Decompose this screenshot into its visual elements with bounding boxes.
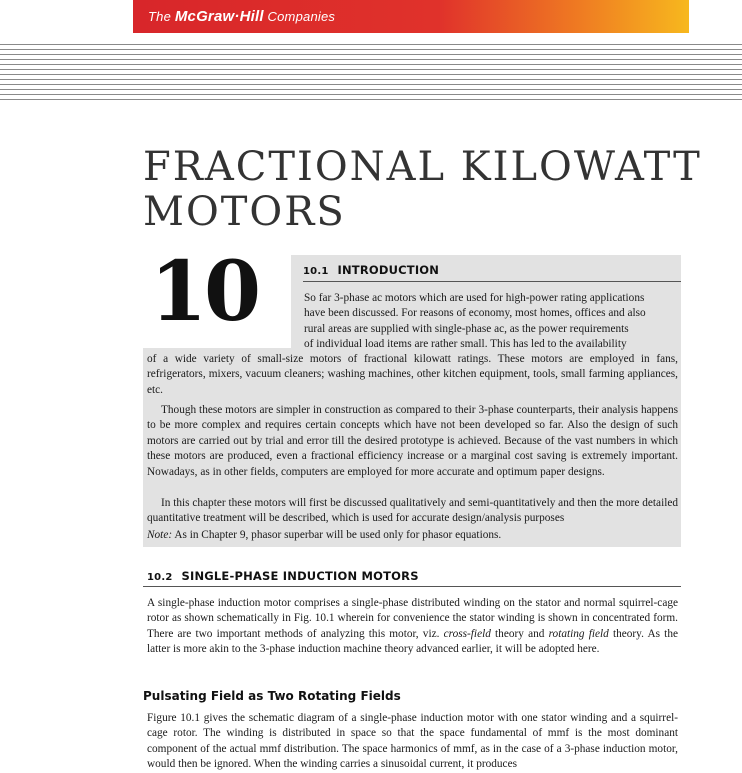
intro-paragraph-3: In this chapter these motors will first be discussed qualitatively and semi-quantitatively and then the more detailed quantitative treatment will be described, which is used for accurate design/analysis purposes [147, 497, 679, 525]
section-rule [143, 586, 681, 587]
chapter-number: 10 [150, 244, 259, 340]
section-heading-introduction [303, 263, 439, 277]
intro-line: have been discussed. For reasons of economy, most homes, offices and also [304, 307, 646, 320]
section-heading-single-phase [147, 569, 419, 583]
intro-line: of individual load items are rather small. This has led to the availability [304, 338, 627, 351]
section-title: SINGLE-PHASE INDUCTION MOTORS [181, 569, 419, 583]
publisher-logo: The McGraw·Hill Companies [148, 8, 336, 25]
note-label: Note: [147, 529, 173, 541]
note-text: As in Chapter 9, phasor superbar will be used only for phasor equations. [174, 529, 502, 541]
section-2-paragraph-1: A single-phase induction motor comprises a single-phase distributed winding on the stator and normal squirrel-cage rotor as shown schematically in Fig. 10.1 wherein for convenience the stator winding is shown in concentrated form. There are two important methods of analyzing this motor, viz. cross-field theory and rotating field theory. As the latter is more akin to the 3-phase induction machine theory advanced earlier, it will be adopted here. [147, 597, 678, 656]
intro-note [147, 528, 678, 543]
intro-paragraph-start [304, 291, 678, 353]
intro-paragraph-2: Though these motors are simpler in construction as compared to their 3-phase counterparts, their analysis happens to be more complex and requires certain concepts which have not been developed so far. Also the design of such motors are carried out by trial and error till the desired prototype is achieved. Because of the vast numbers in which these motors are produced, even a fractional efficiency increase or a marginal cost saving is extremely important. Nowadays, as in other fields, computers are employed for more accurate and optimum paper designs. [147, 404, 678, 478]
section-rule [303, 281, 681, 282]
emphasis-cross-field: cross-field [443, 627, 491, 640]
emphasis-rotating-field: rotating field [548, 627, 609, 640]
intro-line: rural areas are supplied with single-phase ac, as the power requirements [304, 322, 629, 335]
section-number: 10.1 [303, 266, 329, 277]
decorative-stripes [0, 44, 742, 100]
subheading-pulsating-field: Pulsating Field as Two Rotating Fields [143, 689, 401, 703]
section-number: 10.2 [147, 572, 173, 583]
chapter-title: FRACTIONAL KILOWATT MOTORS [143, 144, 702, 235]
section-title: INTRODUCTION [337, 263, 440, 277]
intro-line: So far 3-phase ac motors which are used for high-power rating applications [304, 292, 645, 304]
section-2-paragraph-2: Figure 10.1 gives the schematic diagram of a single-phase induction motor with one stator winding and a squirrel-cage rotor. The winding is distributed in space so that the space fundamental of mmf is the most dominant component of the actual mmf distribution. The space harmonics of mmf, as in the case of a 3-phase induction motor, would then be ignored. When the winding carries a sinusoidal current, it produces [147, 712, 678, 771]
intro-paragraph-continued: of a wide variety of small-size motors of fractional kilowatt ratings. These motors are employed in fans, refrigerators, mixers, vacuum cleaners; washing machines, other kitchen equipment, tools, small farming appliances, etc. [147, 353, 678, 396]
